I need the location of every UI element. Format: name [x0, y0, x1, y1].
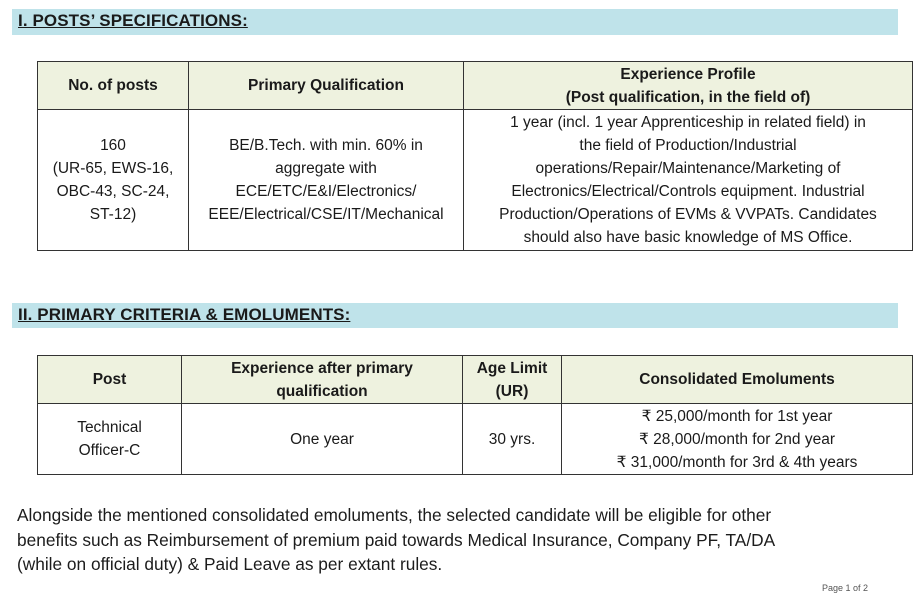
cell-experience: One year — [182, 404, 463, 475]
table-header-row — [38, 356, 913, 404]
header-consolidated-emoluments: Consolidated Emoluments — [562, 356, 913, 404]
posts-line: (UR-65, EWS-16, — [52, 160, 174, 177]
header-experience-profile — [464, 62, 913, 110]
cell-emoluments — [562, 404, 913, 475]
header-experience-line-1: Experience Profile — [620, 65, 756, 83]
qualification-line: ECE/ETC/E&I/Electronics/ — [235, 183, 417, 200]
cell-age-limit: 30 yrs. — [463, 404, 562, 475]
section-2-title: II. PRIMARY CRITERIA & EMOLUMENTS: — [18, 305, 351, 324]
posts-specifications-table — [37, 61, 913, 251]
posts-line: 160 — [100, 137, 126, 154]
posts-line: ST-12) — [89, 206, 137, 223]
header-age-limit — [463, 356, 562, 404]
paragraph-line: Alongside the mentioned consolidated emoluments, the selected candidate will be eligible for other — [17, 505, 772, 525]
paragraph-line: (while on official duty) & Paid Leave as per extant rules. — [17, 554, 443, 574]
table-row — [38, 404, 913, 475]
section-2-heading-band — [12, 303, 898, 328]
section-1-title: I. POSTS’ SPECIFICATIONS: — [18, 11, 248, 30]
experience-line: Electronics/Electrical/Controls equipment. Industrial — [511, 183, 865, 200]
emolument-line: ₹ 31,000/month for 3rd & 4th years — [616, 453, 858, 471]
cell-post — [38, 404, 182, 475]
cell-primary-qualification — [189, 110, 464, 251]
posts-line: OBC-43, SC-24, — [56, 183, 170, 200]
header-primary-qualification: Primary Qualification — [189, 62, 464, 110]
benefits-paragraph — [17, 503, 907, 577]
header-experience-after-qualification — [182, 356, 463, 404]
emolument-line: ₹ 25,000/month for 1st year — [641, 407, 833, 425]
experience-line: Production/Operations of EVMs & VVPATs. Candidates — [499, 206, 877, 223]
table-row — [38, 110, 913, 251]
header-no-of-posts: No. of posts — [38, 62, 189, 110]
post-line: Technical — [77, 419, 142, 436]
header-age-line-1: Age Limit — [476, 359, 548, 377]
criteria-emoluments-table — [37, 355, 913, 475]
post-line: Officer-C — [78, 442, 141, 459]
emolument-line: ₹ 28,000/month for 2nd year — [639, 430, 835, 448]
section-1-heading-band — [12, 9, 898, 35]
header-post: Post — [38, 356, 182, 404]
experience-line: should also have basic knowledge of MS Office. — [523, 229, 853, 246]
experience-line: operations/Repair/Maintenance/Marketing of — [535, 160, 841, 177]
cell-no-of-posts — [38, 110, 189, 251]
paragraph-line: benefits such as Reimbursement of premium paid towards Medical Insurance, Company PF, TA/DA — [17, 529, 776, 550]
header-experience-line-2: (Post qualification, in the field of) — [565, 88, 811, 106]
header-experience-line-1: Experience after primary — [231, 359, 413, 377]
qualification-line: EEE/Electrical/CSE/IT/Mechanical — [208, 206, 444, 223]
header-experience-line-2: qualification — [276, 382, 368, 400]
cell-experience-profile — [464, 110, 913, 251]
experience-line: 1 year (incl. 1 year Apprenticeship in related field) in — [510, 114, 866, 131]
header-age-line-2: (UR) — [495, 382, 529, 400]
experience-line: the field of Production/Industrial — [579, 137, 797, 154]
qualification-line: aggregate with — [275, 160, 377, 177]
table-header-row — [38, 62, 913, 110]
page-number: Page 1 of 2 — [822, 583, 869, 593]
qualification-line: BE/B.Tech. with min. 60% in — [229, 137, 423, 154]
